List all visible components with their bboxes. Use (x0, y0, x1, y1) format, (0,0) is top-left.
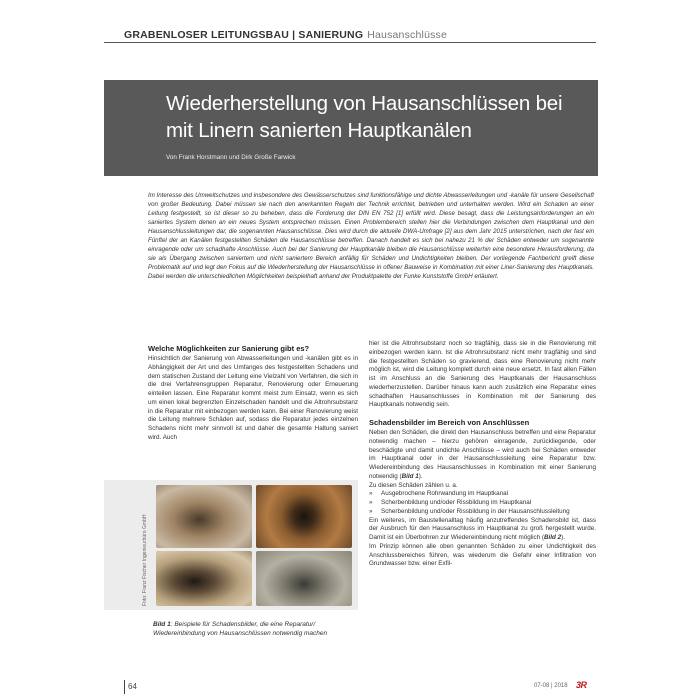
damage-list (369, 490, 596, 516)
page-number: 64 (128, 682, 137, 691)
body-text: Neben den Schäden, die direkt den Hausanschluss betreffen und eine Reparatur notwendig machen – hierzu gehören einragende, zurückliegende, oder beschädigte und damit undichte Anschlüsse – wird auch bei Schäden entweder im Hauptkanal oder in der Hausanschlussleitung eine Reparatur bzw. Wiedereinbindung des Hausanschlusses in Kombination mit einer Sanierung notwendig (Bild 1). (369, 429, 596, 480)
damage-photo (256, 551, 352, 606)
list-item: » Scherbenbildung und/oder Rissbildung in der Hausanschlussleitung (369, 508, 596, 517)
column-right (369, 340, 596, 569)
article-title: Wiederherstellung von Hausanschlüssen bei mit Linern sanierten Hauptkanälen (166, 92, 563, 142)
column-left (148, 344, 358, 443)
list-item: » Scherbenbildung und/oder Rissbildung im Hauptkanal (369, 499, 596, 508)
damage-photo (156, 551, 252, 606)
title-banner (104, 80, 598, 176)
issue-label: 07-08 | 2018 (534, 683, 568, 689)
magazine-logo: 3R (576, 680, 587, 690)
section-heading: Welche Möglichkeiten zur Sanierung gibt es? (148, 344, 310, 353)
running-header (124, 29, 447, 41)
damage-photo (256, 485, 352, 548)
body-text: Hinsichtlich der Sanierung von Abwasserleitungen und -kanälen gibt es in Abhängigkeit der Art und des Umfanges des festgestellten Schadens und dem statischen Zustand der Leitung eine Vielzahl von Verfahren, die sich in die drei Verfahrensgruppen Reparatur, Renovierung oder Erneuerung einteilen lassen. Eine Reparatur kommt meist zum Einsatz, wenn es sich um einen lokal begrenzten Einzelschaden handelt und die Altrohrsubstanz in die Reparatur mit einbezogen werden kann. Bei einer Renovierung weist die Leitung mehrere Schäden auf, sodass die Reparatur jedes einzelnen Schadens nicht mehr sinnvoll ist und daher die gesamte Haltung saniert wird. Auch (148, 355, 358, 441)
byline: Von Frank Horstmann und Dirk Große Farwick (166, 154, 296, 161)
figure-photos (104, 480, 358, 610)
section-heading: Schadensbilder im Bereich von Anschlüssen (369, 418, 530, 427)
body-text: hier ist die Altrohrsubstanz noch so tragfähig, dass sie in die Renovierung mit einbezogen werden kann. Ist die Altrohrsubstanz nicht mehr tragfähig und sind die festgestellten Schäden so gravierend, dass eine Renovierung nicht mehr möglich ist, wird die Leitung komplett durch eine neue ersetzt. In fast allen Fällen ist im Anschluss an die Sanierung des Hauptkanals der Hausanschluss wiederherzustellen. Darüber hinaus kann auch zusätzlich eine Reparatur eines schadhaften Hausanschlusses in Kombination mit der Sanierung des Hauptkanals notwendig sein. (369, 340, 596, 409)
figure-caption: Bild 1: Beispiele für Schadensbilder, die eine Reparatur/ Wiedereinbindung von Hausanschlüssen notwendig machen (153, 621, 328, 637)
header-rule (104, 42, 596, 43)
figure-label: Bild 1 (153, 621, 171, 628)
photo-credit: Foto: Franz Fischer Ingenieurbüro GmbH (142, 514, 148, 606)
figure-ref: Bild 2 (544, 534, 562, 541)
footer-rule (124, 680, 125, 694)
section-label: GRABENLOSER LEITUNGSBAU | SANIERUNG (124, 29, 364, 41)
damage-photo (156, 485, 252, 548)
list-intro: Zu diesen Schäden zählen u. a. (369, 481, 458, 489)
body-text: Ein weiteres, im Baustellenalltag häufig anzutreffendes Schadensbild ist, dass der Ausbruch für den Hausanschluss im Hauptkanal zu groß hergestellt wurde. Damit ist ein Überbohren zur Wiedereinbindung nicht möglich (Bild 2). (369, 516, 596, 541)
list-item: » Ausgebrochene Rohrwandung im Hauptkanal (369, 490, 596, 499)
topic-label: Hausanschlüsse (367, 29, 448, 41)
abstract: Im Interesse des Umweltschutzes und insbesondere des Gewässerschutzes sind funktionsfähige und dichte Abwasserleitungen und -kanäle für unsere Gesellschaft von großer Bedeutung. Dabei müssen sie nach den anerkannten Regeln der Technik errichtet, betrieben und unterhalten werden. Wird ein Schaden an einer Leitung festgestellt, so ist dieser so zu beheben, dass die Forderung der DIN EN 752 [1] erfüllt wird. Diese besagt, dass die Leistungsanforderungen an ein saniertes System denen an ein neues System entsprechen müssen. Einen Problembereich stellen hier die Verbindungen zwischen dem Hauptkanal und den Hausanschlussleitungen dar, die sogenannten Hausanschlüsse. Dies wird durch die aktuelle DWA-Umfrage [2] aus dem Jahr 2015 unterstrichen, nach der fast ein Fünftel der an Kanälen festgestellten Schäden die Hausanschlüsse betreffen. Danach handelt es sich bei nahezu 21 % der Schäden entweder um sogenannte einragende oder um schadhafte Anschlüsse. Auch bei der Sanierung der Hauptkanäle bleiben die Hausanschlüsse weiterhin eine besondere Herausforderung, da sie als Übergang zwischen saniertem und nicht saniertem Bereich anfällig für Schäden und Undichtigkeiten bleiben. Der vorliegende Fachbericht greift diese Problematik auf und legt den Fokus auf die Wiederherstellung der Hausanschlüsse in offener Bauweise in Kombination mit einer Liner-Sanierung des Hauptkanals. Dabei werden die unterschiedlichen Möglichkeiten beispielhaft anhand der Produktpalette der Funke Kunststoffe GmbH erläutert. (148, 192, 594, 280)
body-text: Im Prinzip können alle oben genannten Schäden zu einer Undichtigkeit des Anschlussbereiches führen, was wiederum die Gefahr einer Infiltration von Grundwasser bzw. einer Exfil- (369, 542, 596, 568)
figure-ref: Bild 1 (401, 472, 419, 480)
